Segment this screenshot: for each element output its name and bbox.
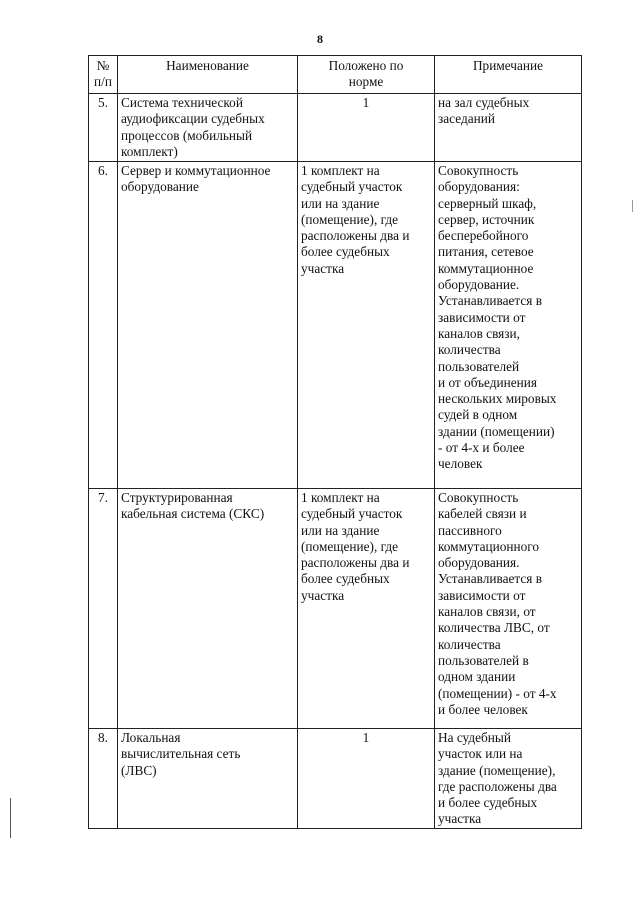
row-number: 6. xyxy=(89,162,118,489)
row-norm: 1 xyxy=(298,729,435,829)
row-number: 5. xyxy=(89,94,118,162)
row-name: Сервер и коммутационное оборудование xyxy=(118,162,298,489)
table-row xyxy=(89,729,582,829)
row-note: Совокупность оборудования: серверный шкаф, сервер, источник бесперебойного питания, сетевое коммутационное оборудование. Устанавливается в зависимости от каналов связи, количества пользователей и от объединения нескольких мировых судей в одном здании (помещении) - от 4-х и более человек xyxy=(435,162,582,489)
header-note: Примечание xyxy=(435,56,582,94)
scan-margin-mark xyxy=(10,798,11,838)
header-norm: Положено по норме xyxy=(298,56,435,94)
row-norm: 1 xyxy=(298,94,435,162)
row-note: На судебный участок или на здание (помещение), где расположены два и более судебных участка xyxy=(435,729,582,829)
row-note: на зал судебных заседаний xyxy=(435,94,582,162)
header-name: Наименование xyxy=(118,56,298,94)
table-row xyxy=(89,489,582,729)
row-norm: 1 комплект на судебный участок или на здание (помещение), где расположены два и более судебных участка xyxy=(298,489,435,729)
table-header-row xyxy=(89,56,582,94)
table-row xyxy=(89,162,582,489)
row-name: Система технической аудиофиксации судебных процессов (мобильный комплект) xyxy=(118,94,298,162)
page-number: 8 xyxy=(317,32,323,46)
header-num: № п/п xyxy=(89,56,118,94)
row-name: Структурированная кабельная система (СКС) xyxy=(118,489,298,729)
row-note: Совокупность кабелей связи и пассивного коммутационного оборудования. Устанавливается в зависимости от каналов связи, от количества ЛВС, от количества пользователей в одном здании (помещении) - от 4-х и более человек xyxy=(435,489,582,729)
norms-table xyxy=(88,55,582,829)
row-number: 8. xyxy=(89,729,118,829)
table-row xyxy=(89,94,582,162)
row-name: Локальная вычислительная сеть (ЛВС) xyxy=(118,729,298,829)
row-norm: 1 комплект на судебный участок или на здание (помещение), где расположены два и более судебных участка xyxy=(298,162,435,489)
scan-edge-mark xyxy=(632,200,633,212)
row-number: 7. xyxy=(89,489,118,729)
